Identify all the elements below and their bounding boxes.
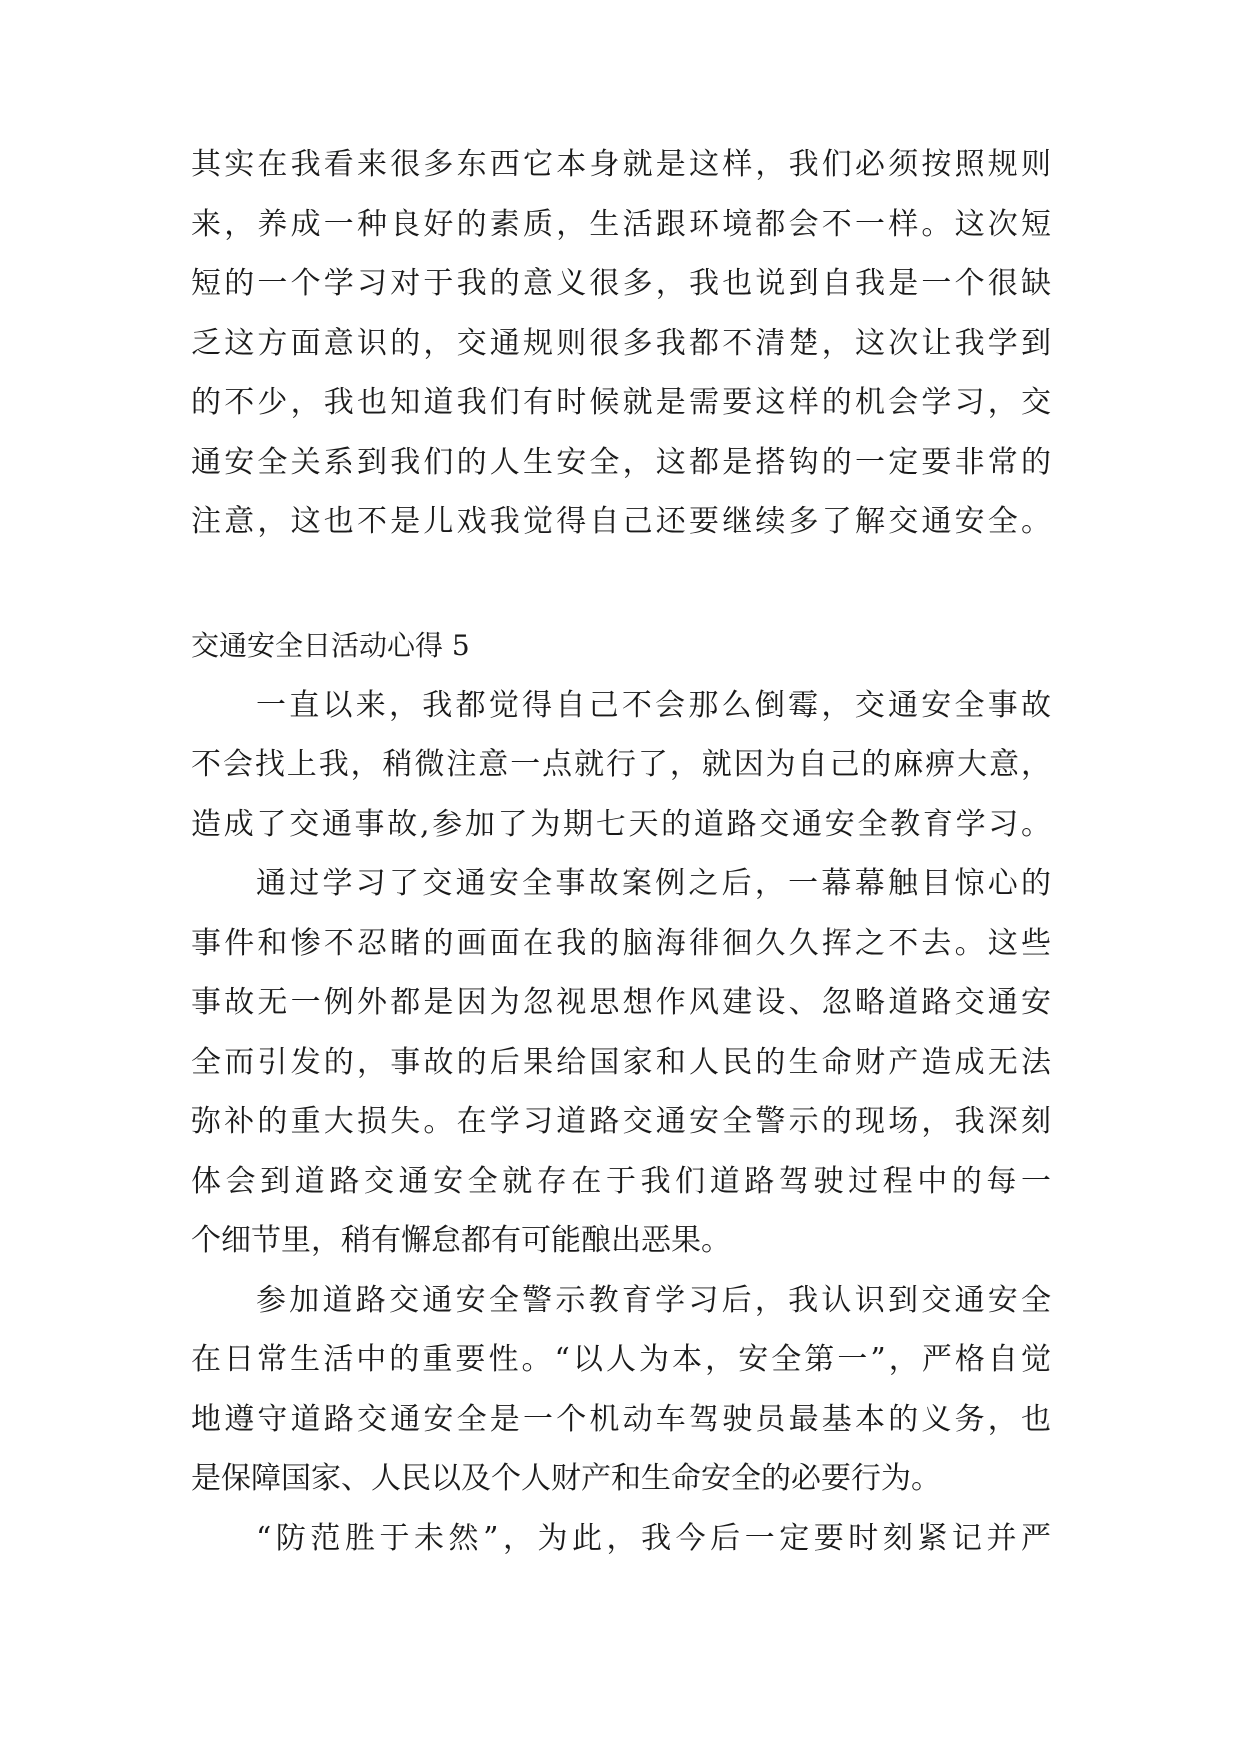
text-line: 来，养成一种良好的素质，生活跟环境都会不一样。这次短 [191,207,1051,242]
text-line: 事件和惨不忍睹的画面在我的脑海徘徊久久挥之不去。这些 [191,926,1051,961]
text-line: 短的一个学习对于我的意义很多，我也说到自我是一个很缺 [191,266,1051,301]
text-line: 弥补的重大损失。在学习道路交通安全警示的现场，我深刻 [191,1104,1051,1139]
text-line: 在日常生活中的重要性。“以人为本，安全第一”，严格自觉 [191,1342,1051,1377]
text-line: 全而引发的，事故的后果给国家和人民的生命财产造成无法 [191,1045,1051,1080]
text-line: 一直以来，我都觉得自己不会那么倒霉，交通安全事故 [256,688,1051,723]
text-line: 事故无一例外都是因为忽视思想作风建设、忽略道路交通安 [191,985,1051,1020]
text-line: 参加道路交通安全警示教育学习后，我认识到交通安全 [256,1283,1051,1318]
text-line: 造成了交通事故,参加了为期七天的道路交通安全教育学习。 [191,807,1051,842]
text-line: 其实在我看来很多东西它本身就是这样，我们必须按照规则 [191,147,1051,182]
text-line: “防范胜于未然”，为此，我今后一定要时刻紧记并严 [256,1521,1051,1556]
text-line: 体会到道路交通安全就存在于我们道路驾驶过程中的每一 [191,1164,1051,1199]
text-line: 通过学习了交通安全事故案例之后，一幕幕触目惊心的 [256,866,1051,901]
text-line: 个细节里，稍有懈怠都有可能酿出恶果。 [191,1223,731,1258]
text-line: 乏这方面意识的，交通规则很多我都不清楚，这次让我学到 [191,326,1051,361]
text-line: 不会找上我，稍微注意一点就行了，就因为自己的麻痹大意， [191,747,1051,782]
section-title: 交通安全日活动心得 5 [191,629,470,662]
text-line: 注意，这也不是儿戏我觉得自己还要继续多了解交通安全。 [191,504,1051,539]
text-line: 是保障国家、人民以及个人财产和生命安全的必要行为。 [191,1461,941,1496]
text-line: 通安全关系到我们的人生安全，这都是搭钩的一定要非常的 [191,445,1051,480]
text-line: 地遵守道路交通安全是一个机动车驾驶员最基本的义务，也 [191,1402,1051,1437]
text-line: 的不少，我也知道我们有时候就是需要这样的机会学习，交 [191,385,1051,420]
